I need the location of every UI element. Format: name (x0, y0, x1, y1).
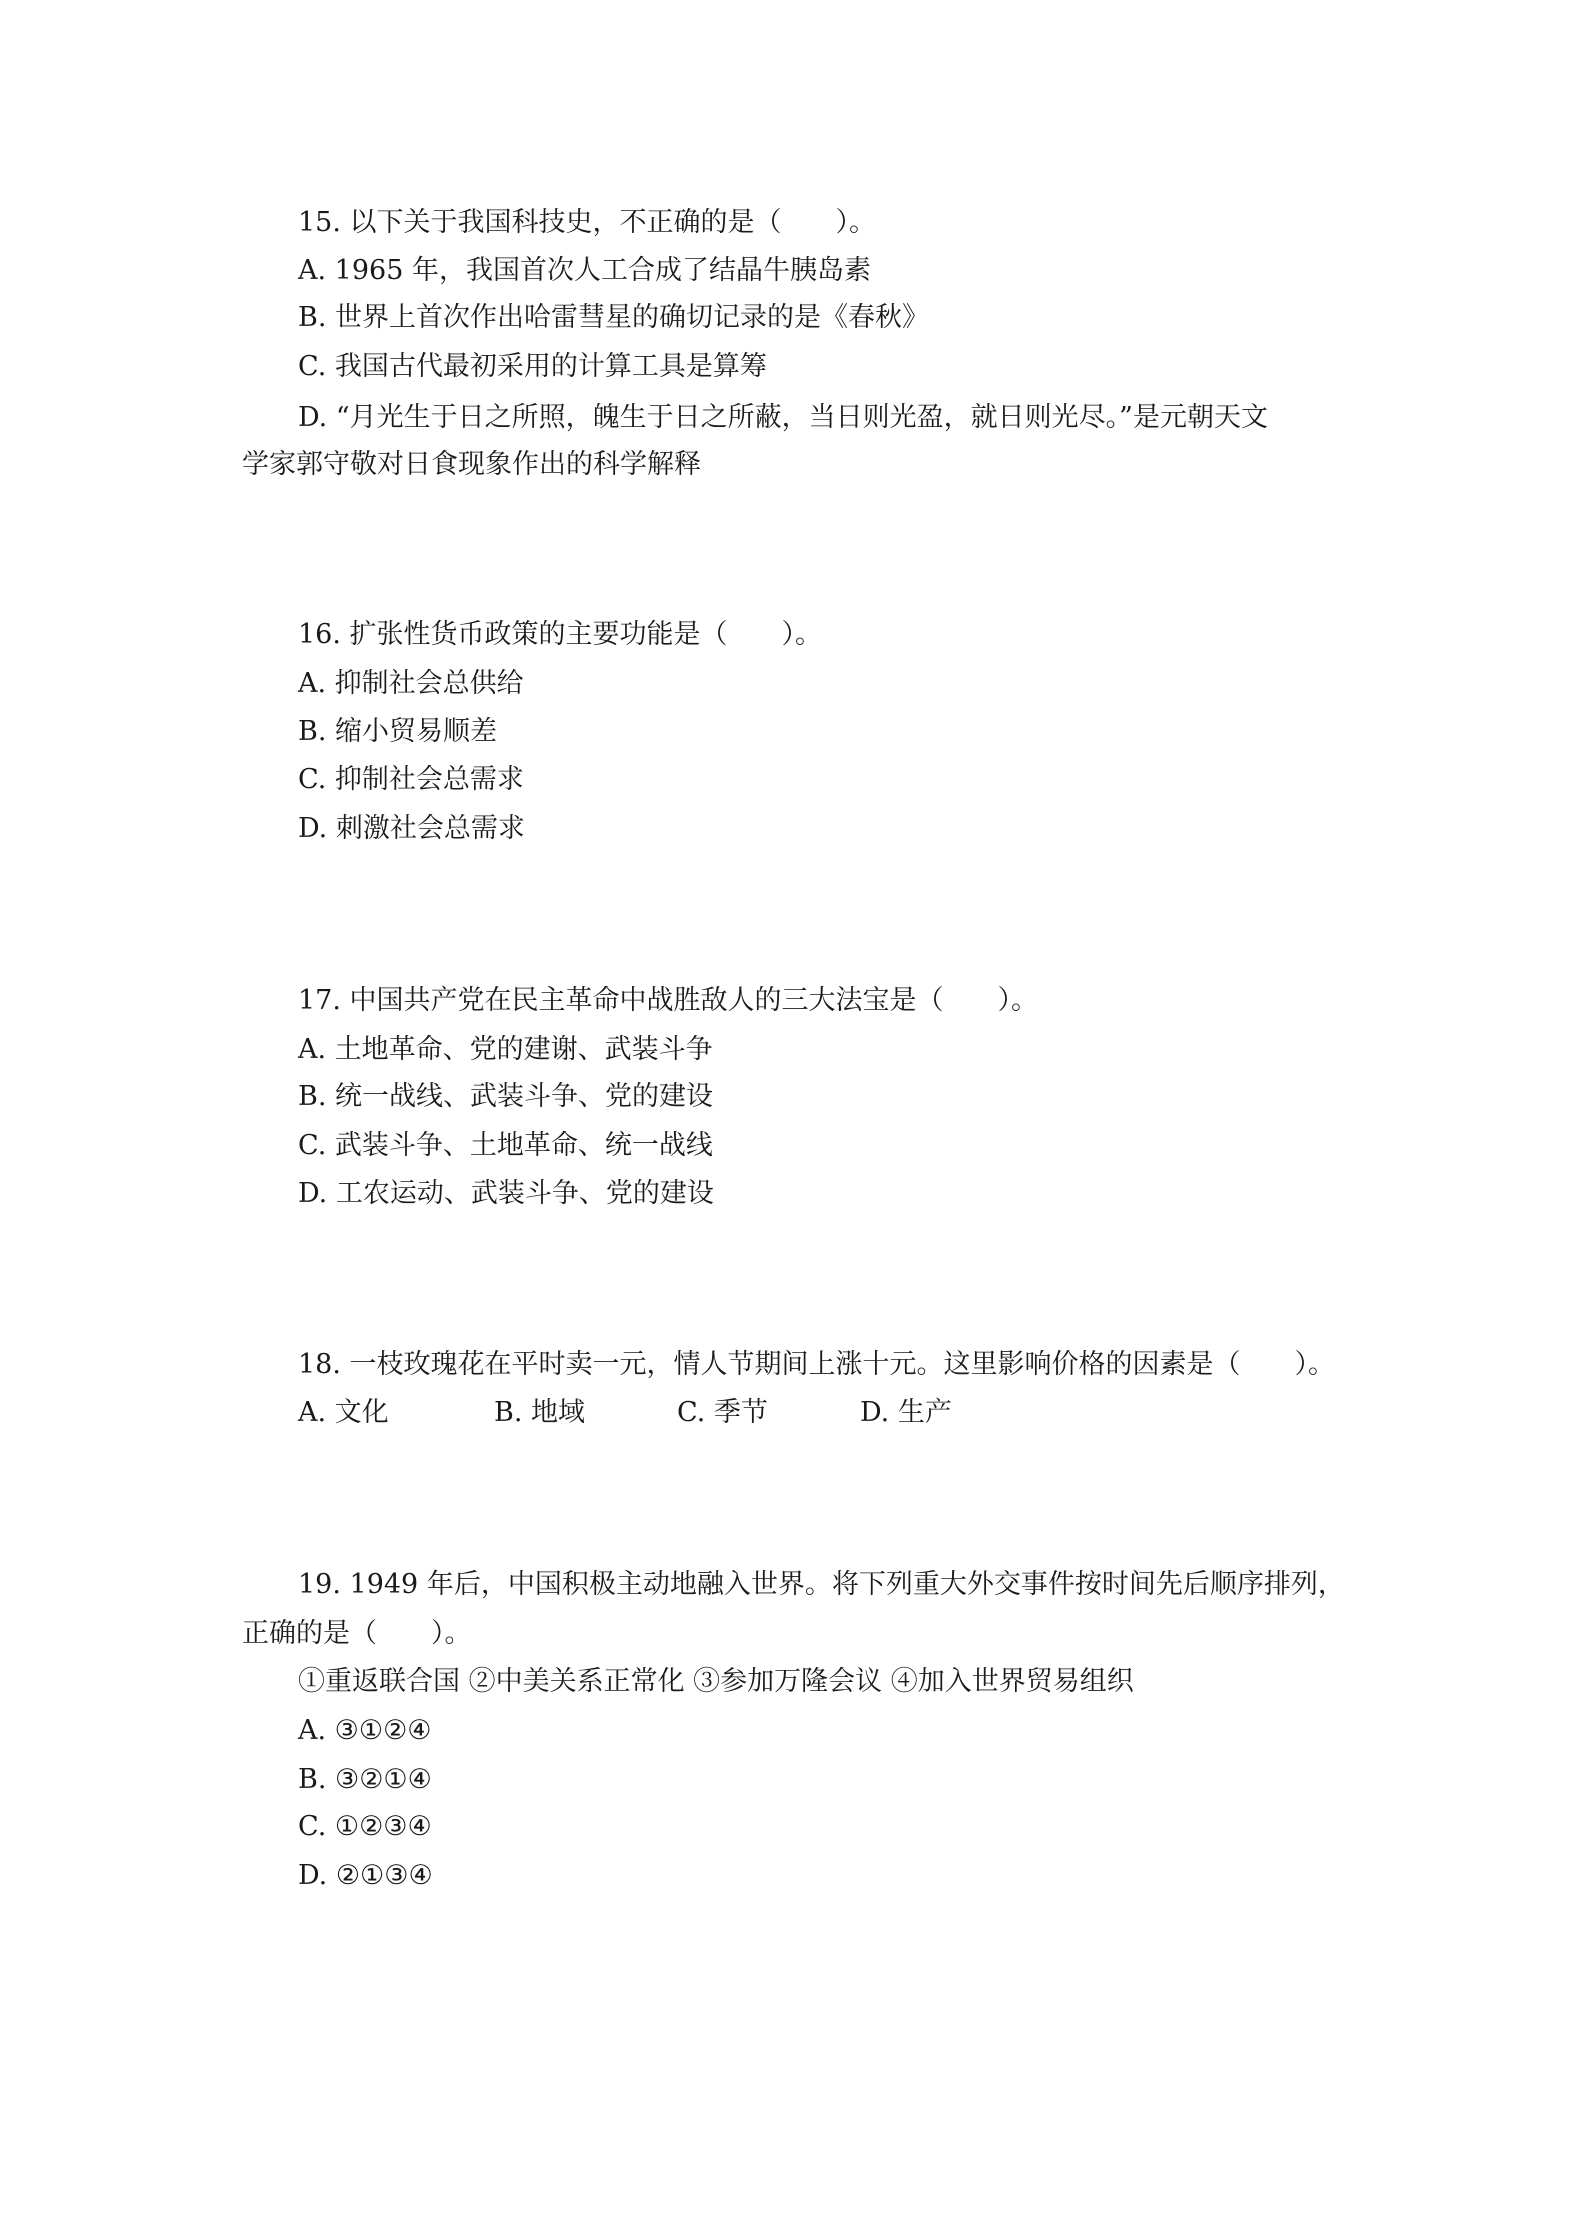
option-d: D. 工农运动、武装斗争、党的建设 (298, 1178, 714, 1209)
option-b: B. 统一战线、武装斗争、党的建设 (298, 1081, 714, 1112)
option-a: A. 1965 年，我国首次人工合成了结晶牛胰岛素 (298, 255, 871, 286)
option-d: D. 生产 (860, 1397, 952, 1428)
option-a: A. 抑制社会总供给 (298, 668, 524, 699)
question-stem-continued: 正确的是（ ）。 (242, 1618, 472, 1649)
event-list: ①重返联合国 ②中美关系正常化 ③参加万隆会议 ④加入世界贸易组织 (298, 1666, 1134, 1697)
option-c: C. 武装斗争、土地革命、统一战线 (298, 1130, 713, 1161)
option-b: B. 地域 (494, 1397, 586, 1428)
option-b: B. 世界上首次作出哈雷彗星的确切记录的是《春秋》 (298, 302, 930, 333)
option-c: C. ①②③④ (298, 1811, 432, 1842)
question-stem: 17. 中国共产党在民主革命中战胜敌人的三大法宝是（ ）。 (298, 985, 1039, 1016)
option-d: D. ②①③④ (298, 1860, 433, 1891)
question-stem: 19. 1949 年后，中国积极主动地融入世界。将下列重大外交事件按时间先后顺序排列， (298, 1569, 1345, 1600)
option-a: A. 文化 (298, 1397, 389, 1428)
question-stem: 15. 以下关于我国科技史，不正确的是（ ）。 (298, 207, 877, 238)
option-b: B. ③②①④ (298, 1764, 432, 1795)
option-b: B. 缩小贸易顺差 (298, 716, 498, 747)
option-d: D. “月光生于日之所照，魄生于日之所蔽，当日则光盈，就日则光尽。”是元朝天文 (298, 402, 1268, 433)
option-d: D. 刺激社会总需求 (298, 813, 525, 844)
question-stem: 18. 一枝玫瑰花在平时卖一元，情人节期间上涨十元。这里影响价格的因素是（ ）。 (298, 1349, 1336, 1380)
question-stem: 16. 扩张性货币政策的主要功能是（ ）。 (298, 619, 823, 650)
option-a: A. ③①②④ (298, 1715, 432, 1746)
option-d-continued: 学家郭守敬对日食现象作出的科学解释 (242, 449, 701, 480)
option-a: A. 土地革命、党的建谢、武装斗争 (298, 1034, 713, 1065)
option-c: C. 季节 (677, 1397, 768, 1428)
option-c: C. 抑制社会总需求 (298, 764, 524, 795)
option-c: C. 我国古代最初采用的计算工具是算筹 (298, 351, 767, 382)
